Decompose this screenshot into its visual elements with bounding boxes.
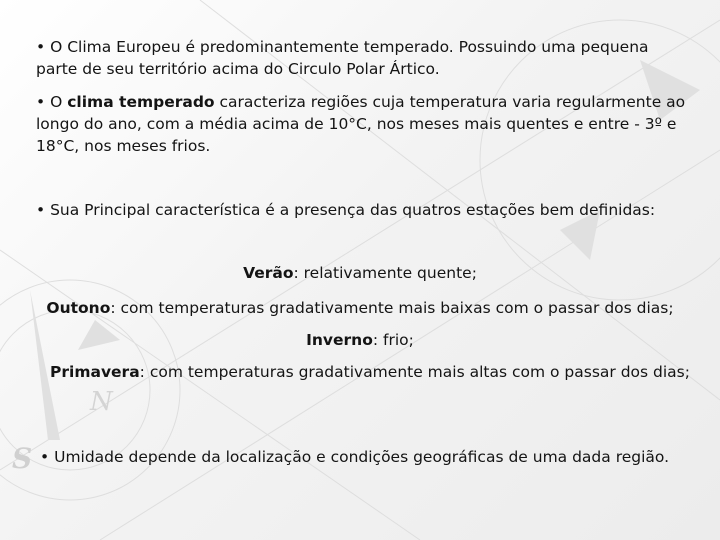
season-name: Inverno (306, 331, 373, 349)
paragraph-text: O Clima Europeu é predominantemente temperado. Possuindo uma pequena parte de seu território acima do Circulo Polar Ártico. (36, 38, 649, 78)
season-desc: : com temperaturas gradativamente mais altas com o passar dos dias; (139, 363, 690, 381)
paragraph-humidity (40, 446, 710, 468)
season-name: Primavera (50, 363, 140, 381)
compass-letter-n: N (90, 387, 113, 417)
term-clima-temperado: clima temperado (67, 93, 215, 111)
season-verao (20, 262, 700, 284)
paragraph-main-characteristic (36, 199, 706, 221)
season-desc: : frio; (372, 331, 414, 349)
season-desc: : com temperaturas gradativamente mais baixas com o passar dos dias; (110, 299, 674, 317)
paragraph-temperate-climate (36, 91, 696, 157)
bullet: • (36, 38, 46, 56)
bullet: • (36, 201, 46, 219)
paragraph-text: Sua Principal característica é a presença das quatros estações bem definidas: (50, 201, 656, 219)
paragraph-climate-europe (36, 36, 686, 80)
bullet: • (40, 448, 50, 466)
season-primavera (40, 361, 700, 383)
compass-letter-s: S (12, 442, 33, 475)
paragraph-text: Umidade depende da localização e condições geográficas de uma dada região. (54, 448, 670, 466)
season-name: Outono (46, 299, 111, 317)
paragraph-text-post: caracteriza regiões cuja temperatura varia regularmente ao longo do ano, com a média acima de 10°C, nos meses mais quentes e entre - 3º e 18°C, nos meses frios. (36, 93, 686, 155)
season-inverno (20, 329, 700, 351)
season-name: Verão (243, 264, 294, 282)
bullet: • (36, 93, 46, 111)
season-desc: : relativamente quente; (293, 264, 477, 282)
paragraph-text-pre: O (50, 93, 68, 111)
season-outono (20, 297, 700, 319)
